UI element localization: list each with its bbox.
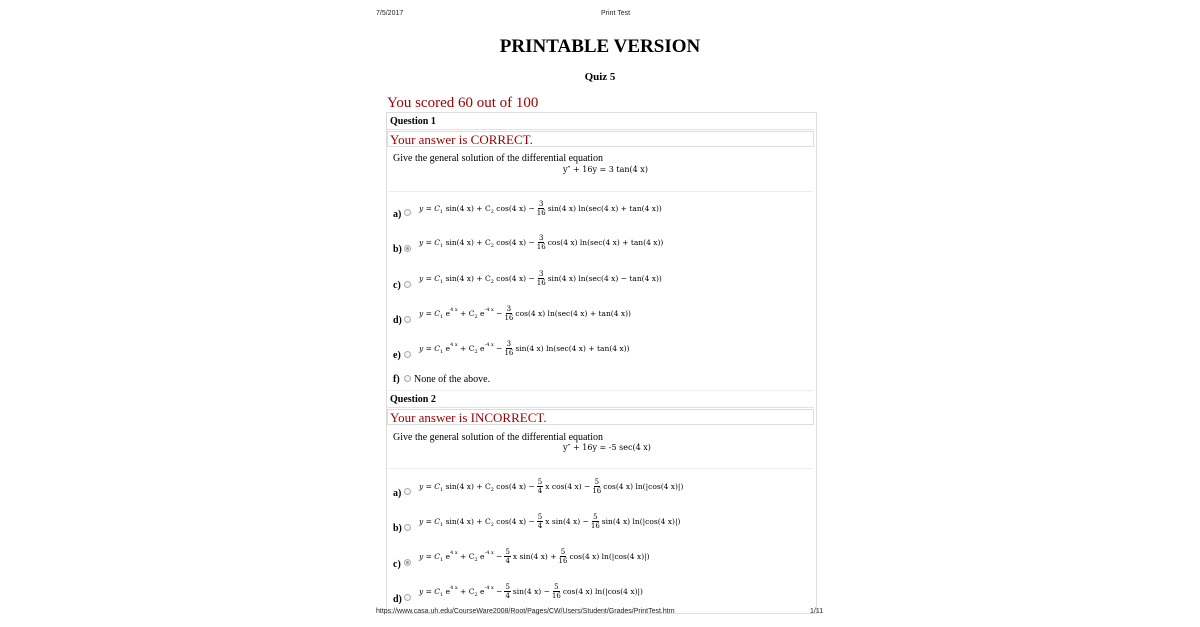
q1-option-a-radio[interactable]	[404, 209, 411, 216]
q1-option-d-formula: y = C 1 e 4 x + C 2 e -4 x − $\frac{3}{16}$ cos(4 x) ln(sec(4 x) + tan(4 x))	[419, 305, 631, 322]
q1-option-c-formula: y = C 1 sin(4 x) + C 2 cos(4 x) − $\frac{3}{16}$ sin(4 x) ln(sec(4 x) − tan(4 x))	[419, 270, 662, 287]
q1-option-c-radio[interactable]	[404, 281, 411, 288]
q2-option-d-radio[interactable]	[404, 594, 411, 601]
q1-option-f-label: f)	[393, 374, 400, 385]
q1-option-e-label: e)	[393, 350, 401, 361]
question-2-prompt: Give the general solution of the differential equation	[393, 432, 604, 443]
question-1-heading: Question 1	[387, 114, 814, 130]
q1-option-d-label: d)	[393, 315, 402, 326]
page-title: PRINTABLE VERSION	[499, 36, 701, 57]
results-frame	[386, 112, 817, 614]
q1-option-a-formula: y = C 1 sin(4 x) + C 2 cos(4 x) − $\frac{3}{16}$ sin(4 x) ln(sec(4 x) + tan(4 x))	[419, 200, 662, 217]
question-1-result: Your answer is CORRECT.	[387, 131, 814, 147]
footer-url: https://www.casa.uh.edu/CourseWare2008/Root/Pages/CW/Users/Student/Grades/PrintTest.htm	[376, 608, 675, 615]
q2-option-d-formula: y = C 1 e 4 x + C 2 e -4 x − $\frac{5}{4}$ sin(4 x) − $\frac{5}{16}$ cos(4 x) ln(|cos(4 x)|)	[419, 583, 643, 600]
q1-option-c-label: c)	[393, 280, 401, 291]
q1-option-b-radio[interactable]	[404, 245, 411, 252]
separator	[388, 390, 813, 391]
header-date: 7/5/2017	[376, 10, 404, 17]
question-2-equation: y″ + 16y = -5 sec(4 x)	[563, 443, 651, 452]
score-text: You scored 60 out of 100	[387, 95, 539, 111]
q1-option-f-radio[interactable]	[404, 375, 411, 382]
footer-page-number: 1/11	[810, 608, 824, 615]
separator	[388, 468, 813, 469]
q2-option-b-formula: y = C 1 sin(4 x) + C 2 cos(4 x) − $\frac{5}{4}$ x sin(4 x) − $\frac{5}{16}$ sin(4 x) ln(|cos(4 x)|)	[419, 513, 681, 530]
q2-option-b-label: b)	[393, 523, 402, 534]
q2-option-c-formula: y = C 1 e 4 x + C 2 e -4 x − $\frac{5}{4}$ x sin(4 x) + $\frac{5}{16}$ cos(4 x) ln(|cos(4 x)|)	[419, 548, 650, 565]
q1-option-d-radio[interactable]	[404, 316, 411, 323]
q1-option-e-radio[interactable]	[404, 351, 411, 358]
q1-option-f-text: None of the above.	[414, 374, 491, 385]
q2-option-b-radio[interactable]	[404, 524, 411, 531]
q2-option-c-label: c)	[393, 559, 401, 570]
q1-option-e-formula: y = C 1 e 4 x + C 2 e -4 x − $\frac{3}{16}$ sin(4 x) ln(sec(4 x) + tan(4 x))	[419, 340, 630, 357]
q1-option-b-label: b)	[393, 244, 402, 255]
q2-option-a-label: a)	[393, 488, 402, 499]
q1-option-a-label: a)	[393, 209, 402, 220]
q1-option-b-formula: y = C 1 sin(4 x) + C 2 cos(4 x) − $\frac{3}{16}$ cos(4 x) ln(sec(4 x) + tan(4 x))	[419, 234, 664, 251]
separator	[388, 191, 813, 192]
header-doc-title: Print Test	[601, 10, 631, 17]
q2-option-a-formula: y = C 1 sin(4 x) + C 2 cos(4 x) − $\frac{5}{4}$ x cos(4 x) − $\frac{5}{16}$ cos(4 x) ln(|cos(4 x)|)	[419, 478, 684, 495]
question-1-prompt: Give the general solution of the differential equation	[393, 153, 604, 164]
question-2-result: Your answer is INCORRECT.	[387, 409, 814, 425]
q2-option-a-radio[interactable]	[404, 488, 411, 495]
q2-option-c-radio[interactable]	[404, 559, 411, 566]
q2-option-d-label: d)	[393, 594, 402, 605]
quiz-title: Quiz 5	[584, 71, 616, 83]
question-1-equation: y″ + 16y = 3 tan(4 x)	[563, 165, 648, 174]
question-2-heading: Question 2	[387, 392, 814, 408]
